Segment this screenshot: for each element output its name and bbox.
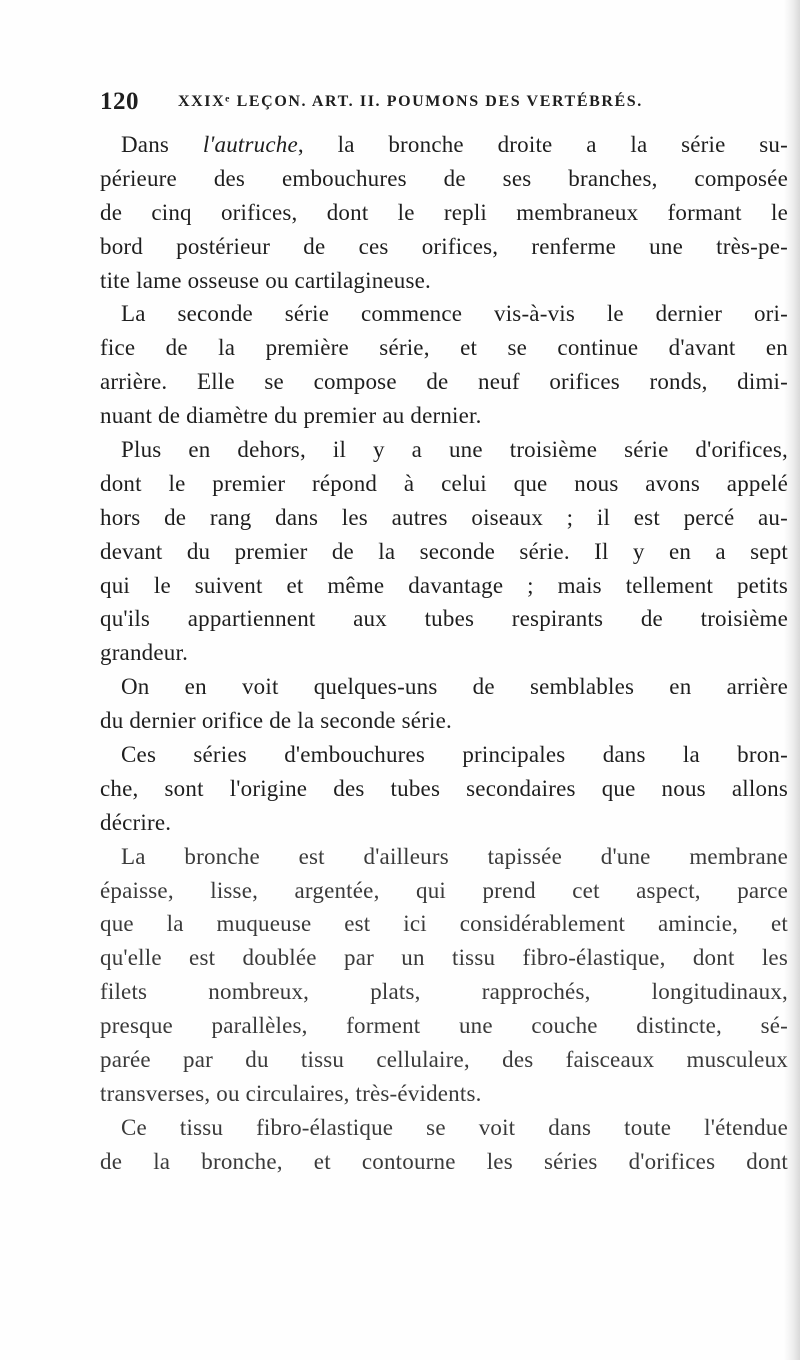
text-line [100, 501, 788, 535]
text-line-content: du dernier orifice de la seconde série. [100, 708, 452, 734]
running-head: XXIXᵉ LEÇON. ART. II. POUMONS DES VERTÉBRÉS. [178, 93, 643, 110]
text-line [100, 874, 788, 908]
text-line [100, 365, 788, 399]
text-line-content: nuant de diamètre du premier au dernier. [100, 403, 482, 429]
text-line-content: décrire. [100, 809, 172, 835]
text-line [100, 975, 788, 1009]
text-line [100, 1077, 788, 1111]
text-line-content: On en voit quelques-uns de semblables en arrière [121, 674, 788, 700]
text-line [100, 331, 788, 365]
text-line [100, 1043, 788, 1077]
body-text [100, 128, 788, 1179]
text-line [100, 941, 788, 975]
text-line [100, 806, 788, 840]
text-line [100, 636, 788, 670]
text-line [100, 840, 788, 874]
text-line-content: filets nombreux, plats, rapprochés, longitudinaux, [100, 979, 788, 1005]
text-line-content: épaisse, lisse, argentée, qui prend cet aspect, parce [100, 877, 788, 903]
text-line [100, 230, 788, 264]
text-line-content: de la bronche, et contourne les séries d'orifices dont [100, 1148, 788, 1174]
text-line-content: que la muqueuse est ici considérablement amincie, et [100, 911, 788, 937]
text-line-content: tite lame osseuse ou cartilagineuse. [100, 267, 432, 293]
text-line-content: La seconde série commence vis-à-vis le dernier ori- [121, 301, 788, 327]
text-line-content: fice de la première série, et se continue d'avant en [100, 335, 788, 361]
text-line-content: Dans [121, 132, 203, 157]
text-line [100, 297, 788, 331]
text-line-continuation: , la bronche droite a la série su- [297, 132, 788, 157]
text-line-content: La bronche est d'ailleurs tapissée d'une membrane [121, 843, 788, 869]
text-line [100, 569, 788, 603]
italic-term: l'autruche [202, 132, 298, 157]
text-line [100, 1009, 788, 1043]
text-line [100, 772, 788, 806]
text-line-content: dont le premier répond à celui que nous avons appelé [100, 470, 788, 496]
text-line-content: qui le suivent et même davantage ; mais tellement petits [100, 572, 788, 598]
text-line-content: périeure des embouchures de ses branches, composée [100, 165, 788, 191]
text-line-content: che, sont l'origine des tubes secondaires que nous allons [100, 775, 788, 801]
text-line-content: arrière. Elle se compose de neuf orifices ronds, dimi- [100, 369, 788, 395]
text-line-content: de cinq orifices, dont le repli membraneux formant le [100, 199, 788, 225]
text-line-content: presque parallèles, forment une couche distincte, sé- [100, 1013, 788, 1039]
text-line [100, 162, 788, 196]
text-line [100, 670, 788, 704]
text-line [100, 433, 788, 467]
text-line [100, 704, 788, 738]
text-line [100, 1111, 788, 1145]
text-line-content: qu'elle est doublée par un tissu fibro-élastique, dont les [100, 945, 788, 971]
text-line [100, 907, 788, 941]
text-line [100, 602, 788, 636]
text-line-content: grandeur. [100, 640, 189, 666]
text-line-content: devant du premier de la seconde série. Il y en a sept [100, 538, 788, 564]
text-line-content: Ces séries d'embouchures principales dans la bron- [121, 742, 788, 768]
text-line [100, 196, 788, 230]
text-line [100, 264, 788, 298]
text-line-content: parée par du tissu cellulaire, des faisceaux musculeux [100, 1047, 788, 1073]
text-line-content: bord postérieur de ces orifices, renferme une très-pe- [100, 233, 788, 259]
text-line-content: Ce tissu fibro-élastique se voit dans toute l'étendue [121, 1114, 788, 1140]
text-line [100, 128, 788, 162]
text-line-content: Plus en dehors, il y a une troisième série d'orifices, [121, 437, 788, 463]
text-line-content: transverses, ou circulaires, très-évidents. [100, 1080, 482, 1106]
page-number: 120 [100, 88, 139, 115]
text-line [100, 1145, 788, 1179]
page-header [100, 88, 720, 116]
text-line [100, 399, 788, 433]
text-line-content: hors de rang dans les autres oiseaux ; il est percé au- [100, 504, 788, 530]
text-line [100, 738, 788, 772]
text-line-content: qu'ils appartiennent aux tubes respirants de troisième [100, 606, 788, 632]
text-line [100, 467, 788, 501]
text-line [100, 535, 788, 569]
